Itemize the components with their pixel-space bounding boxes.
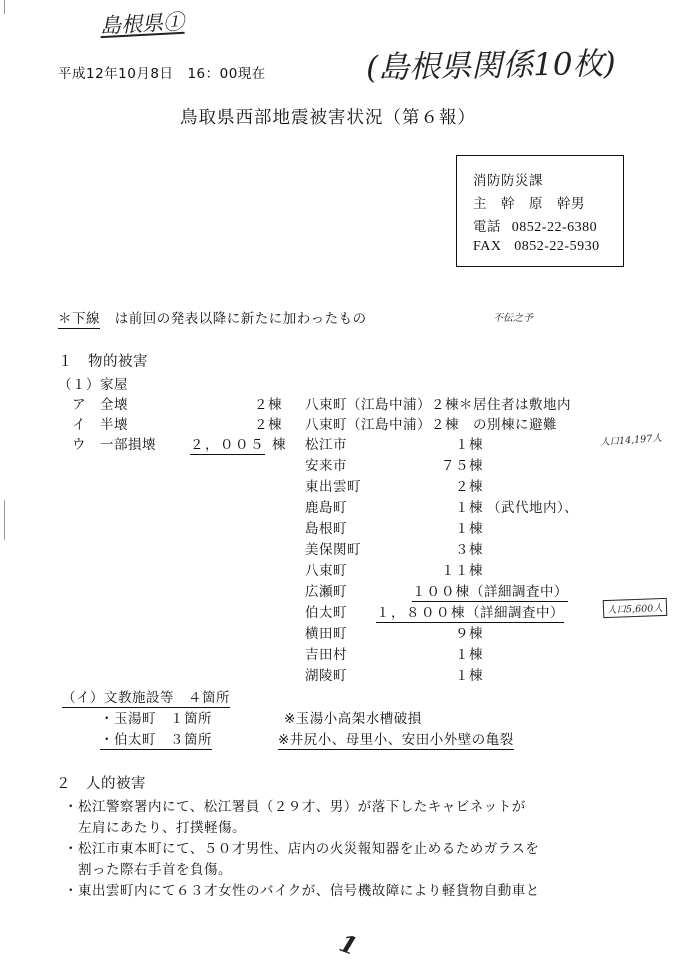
document-title: 鳥取県西部地震被害状況（第６報） [180, 108, 476, 128]
town-note: （詳細調査中） [470, 584, 568, 600]
casualty-line: ・東出雲町内にて６３才女性のバイクが、信号機故障により軽貨物自動車と [64, 883, 540, 899]
section1-heading: １ 物的被害 [58, 354, 148, 370]
scan-edge-mark [4, 500, 5, 540]
town-note: （詳細調査中） [466, 605, 564, 621]
town-name: 美保関町 [305, 542, 361, 558]
town-name: 安来市 [305, 458, 347, 474]
town-count: １１棟 [441, 563, 483, 579]
town-count-new [412, 580, 568, 600]
town-count: １棟 [455, 668, 483, 684]
legend-mark: ＊下線 [58, 311, 100, 327]
row-label-full: ア 全壊 [72, 397, 128, 413]
legend-text: は前回の発表以降に新たに加わったもの [114, 311, 367, 327]
report-datetime: 平成12年10月8日 16：00現在 [58, 66, 266, 82]
scan-edge-mark [4, 0, 5, 14]
town-count: ２棟 [455, 479, 483, 495]
town-name: 東出雲町 [305, 479, 361, 495]
town-count: ３棟 [455, 542, 483, 558]
section1-sub-housing: （１）家屋 [58, 377, 128, 393]
section2-heading: ２ 人的被害 [56, 776, 146, 792]
casualty-line: 左肩にあたり、打撲軽傷。 [78, 820, 246, 836]
town-name: 吉田村 [305, 647, 347, 663]
town-name: 鹿島町 [305, 500, 347, 516]
edu-note: ※玉湯小高架水槽破損 [284, 711, 422, 727]
handwritten-note-top: (島根県関係10枚) [365, 45, 616, 87]
town-count: １００棟 [412, 584, 470, 600]
contact-box [456, 155, 624, 267]
town-count: １棟 [455, 437, 483, 453]
edu-place: ・玉湯町 １箇所 [100, 711, 212, 727]
town-name: 湖陵町 [305, 668, 347, 684]
row-unit-partial: 棟 [272, 437, 286, 453]
fax-number: 0852-22-5930 [514, 239, 600, 254]
handwritten-page-number: 1 [335, 928, 362, 961]
row-place-half: 八束町（江島中浦）２棟 の別棟に避難 [305, 417, 557, 433]
town-count: １棟 [455, 647, 483, 663]
contact-fax [473, 238, 600, 255]
row-total-partial: ２，００５ [190, 433, 265, 455]
casualty-line: 割った際右手首を負傷。 [78, 862, 232, 878]
row-count-half: ２棟 [254, 417, 282, 433]
edu-place: ・伯太町 ３箇所 [100, 728, 212, 750]
tel-number: 0852-22-6380 [511, 220, 598, 235]
town-name: 八束町 [305, 563, 347, 579]
row-label-half: イ 半壊 [72, 417, 128, 433]
handwritten-page-tag: 島根県① [99, 9, 185, 39]
row-count-full: ２棟 [254, 397, 282, 413]
town-name: 横田町 [305, 626, 347, 642]
town-count: ９棟 [455, 626, 483, 642]
town-name: 伯太町 [305, 605, 347, 621]
casualty-line: ・松江市東本町にて、５０才男性、店内の火災報知器を止めるためガラスを [64, 841, 540, 857]
town-count: １棟 [455, 521, 483, 537]
row-place-full: 八束町（江島中浦）２棟＊居住者は敷地内 [305, 397, 571, 413]
town-count: １，８００棟 [376, 605, 466, 621]
legend [58, 307, 367, 327]
row-label-partial: ウ 一部損壊 [72, 437, 156, 453]
contact-tel [473, 215, 597, 236]
town-name: 松江市 [305, 437, 347, 453]
town-name: 広瀬町 [305, 584, 347, 600]
town-name: 島根町 [305, 521, 347, 537]
town-note: （武代地内）、 [487, 500, 579, 516]
town-count: ７５棟 [441, 458, 483, 474]
section1-sub-education: （イ）文教施設等 ４箇所 [62, 686, 230, 708]
tel-label: 電話 [473, 219, 501, 235]
town-count-new [376, 601, 564, 621]
fax-label: FAX [473, 239, 502, 254]
casualty-line: ・松江警察署内にて、松江署員（２９才、男）が落下したキャビネットが [64, 799, 526, 815]
town-count: １棟 [455, 500, 483, 516]
handwritten-pop-hakuta: 人口5,600人 [603, 598, 667, 618]
edu-note: ※井尻小、母里小、安田小外壁の亀裂 [278, 728, 514, 750]
handwritten-pop-matsue: 人口14,197人 [599, 432, 663, 449]
handwritten-note-small: 不伝之予 [493, 313, 533, 324]
contact-person: 主 幹 原 幹男 [473, 196, 585, 212]
contact-dept: 消防防災課 [473, 173, 543, 189]
